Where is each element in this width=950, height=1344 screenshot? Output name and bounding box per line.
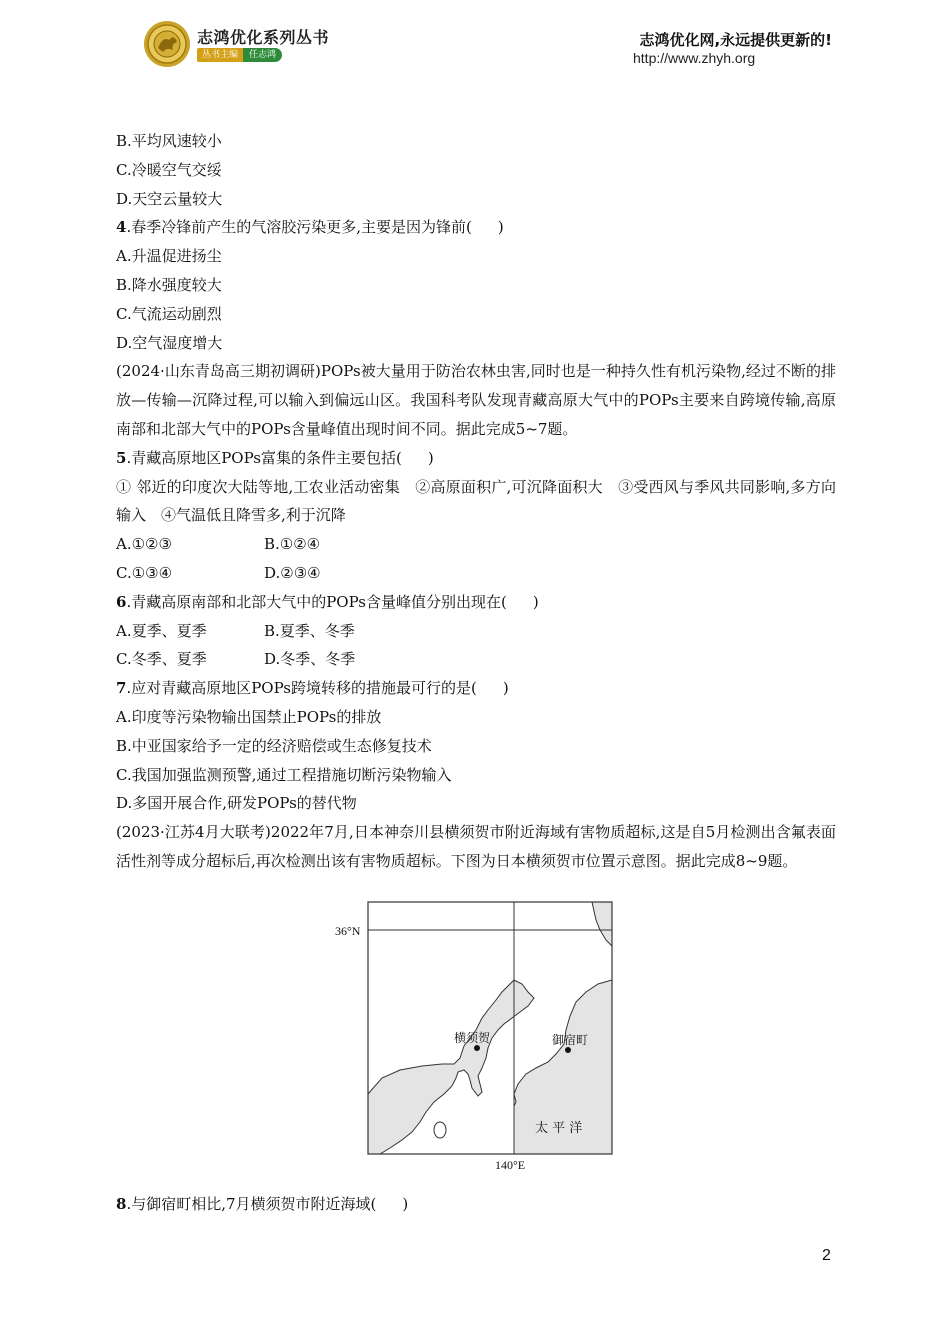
- question-4-stem: [116, 213, 836, 242]
- question-6-stem: [116, 588, 836, 617]
- question-text: .青藏高原南部和北部大气中的POPs含量峰值分别出现在(: [126, 592, 507, 611]
- brand-title: 志鸿优化系列丛书: [197, 28, 330, 47]
- brand-editor: [197, 48, 282, 62]
- longitude-label: 140°E: [495, 1158, 526, 1172]
- q3-option-c: C.冷暖空气交绥: [116, 160, 222, 179]
- q3-option-b: B.平均风速较小: [116, 132, 222, 150]
- question-number: 4: [116, 218, 127, 237]
- question-number: 7: [116, 679, 127, 698]
- q5-option-d: D.②③④: [264, 563, 321, 582]
- question-close: ): [427, 448, 434, 467]
- question-text: .春季冷锋前产生的气溶胶污染更多,主要是因为锋前(: [126, 218, 472, 237]
- q5-option-b: B.①②④: [264, 535, 321, 554]
- slogan: 志鸿优化网,永远提供更新的!: [639, 31, 832, 49]
- question-close: ): [402, 1195, 409, 1213]
- q6-option-c: C.冬季、夏季: [116, 650, 207, 669]
- q5-option-c: C.①③④: [116, 563, 173, 582]
- question-close: ): [497, 218, 504, 237]
- ocean-label: 太 平 洋: [535, 1121, 583, 1136]
- yokosuka-dot: [474, 1045, 480, 1051]
- q6-option-a: A.夏季、夏季: [116, 621, 207, 640]
- seal-logo-icon: [143, 20, 191, 68]
- q4-option-d: D.空气湿度增大: [116, 333, 223, 352]
- q6-options-row-1: [116, 617, 836, 646]
- question-7-stem: [116, 674, 836, 703]
- question-number: 5: [116, 448, 127, 467]
- onjuku-dot: [565, 1047, 571, 1053]
- map-svg: [330, 898, 620, 1178]
- question-close: ): [532, 592, 539, 611]
- q4-option-b: B.降水强度较大: [116, 275, 222, 294]
- q6-option-d: D.冬季、冬季: [264, 650, 356, 669]
- question-close: ): [502, 679, 509, 698]
- q5-options-row-2: [116, 559, 836, 588]
- small-island: [434, 1122, 446, 1138]
- q5-statements: ① 邻近的印度次大陆等地,工农业活动密集 ②高原面积广,可沉降面积大 ③受西风与季风共同影响,多方向输入 ④气温低且降雪多,利于沉降: [116, 477, 836, 525]
- question-8-stem: [116, 1190, 408, 1219]
- q5-option-a: A.①②③: [116, 535, 172, 554]
- yokosuka-label: 横须贺: [454, 1031, 491, 1045]
- question-text: .应对青藏高原地区POPs跨境转移的措施最可行的是(: [126, 679, 477, 698]
- q7-option-a: A.印度等污染物输出国禁止POPs的排放: [116, 707, 382, 726]
- q6-option-b: B.夏季、冬季: [264, 621, 355, 640]
- onjuku-label: 御宿町: [552, 1033, 589, 1047]
- question-number: 6: [116, 592, 127, 611]
- q4-option-a: A.升温促进扬尘: [116, 247, 222, 266]
- site-url[interactable]: http://www.zhyh.org: [633, 50, 756, 66]
- question-text: .与御宿町相比,7月横须贺市附近海域(: [126, 1195, 377, 1213]
- q7-option-d: D.多国开展合作,研发POPs的替代物: [116, 794, 357, 813]
- q6-options-row-2: [116, 645, 836, 674]
- editor-label: 丛书主编: [197, 48, 243, 62]
- page-number: 2: [822, 1247, 831, 1264]
- q3-option-d: D.天空云量较大: [116, 189, 223, 208]
- document-body: [116, 127, 836, 876]
- q4-option-c: C.气流运动剧烈: [116, 304, 222, 323]
- yokosuka-location-map: [330, 898, 620, 1178]
- question-text: .青藏高原地区POPs富集的条件主要包括(: [126, 448, 402, 467]
- page-header: [0, 0, 950, 80]
- passage-pops: (2024·山东青岛高三期初调研)POPs被大量用于防治农林虫害,同时也是一种持久性有机污染物,经过不断的排放—传输—沉降过程,可以输入到偏远山区。我国科考队发现青藏高原大气中的POPs主要来自跨境传输,高原南部和北部大气中的POPs含量峰值出现时间不同。据此完成5~7题。: [116, 362, 836, 438]
- latitude-label: 36°N: [335, 924, 361, 938]
- question-number: 8: [116, 1195, 127, 1213]
- q5-options-row-1: [116, 530, 836, 559]
- q7-option-c: C.我国加强监测预警,通过工程措施切断污染物输入: [116, 765, 452, 784]
- editor-name: 任志鸿: [243, 48, 282, 62]
- q7-option-b: B.中亚国家给予一定的经济赔偿或生态修复技术: [116, 736, 432, 755]
- passage-yokosuka: (2023·江苏4月大联考)2022年7月,日本神奈川县横须贺市附近海域有害物质超标,这是自5月检测出含氟表面活性剂等成分超标后,再次检测出该有害物质超标。下图为日本横须贺市位置示意图。据此完成8~9题。: [116, 823, 836, 870]
- question-5-stem: [116, 444, 836, 473]
